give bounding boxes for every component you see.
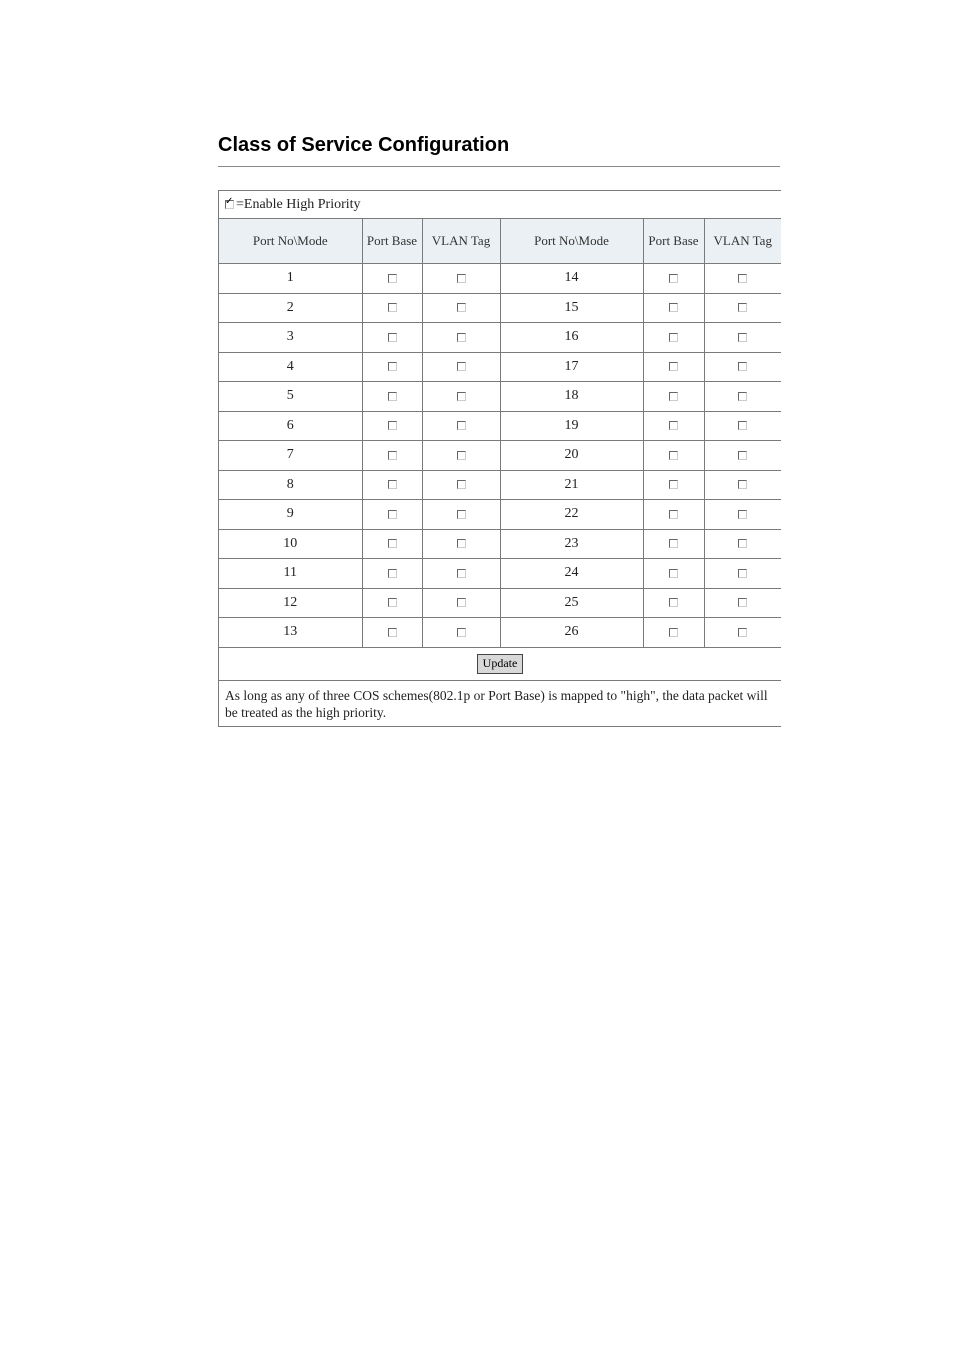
port-number: 20: [500, 441, 643, 471]
port-base-checkbox-cell: [362, 382, 422, 412]
vlan-tag-checkbox-cell: [704, 500, 781, 530]
port-base-checkbox-cell: [362, 264, 422, 294]
port-number: 9: [219, 500, 362, 530]
port-number: 4: [219, 352, 362, 382]
vlan-tag-checkbox-cell: [422, 293, 500, 323]
vlan-tag-checkbox[interactable]: [457, 569, 466, 578]
table-row: [219, 588, 781, 618]
port-number: 3: [219, 323, 362, 353]
vlan-tag-checkbox-cell: [704, 411, 781, 441]
vlan-tag-checkbox[interactable]: [457, 421, 466, 430]
vlan-tag-checkbox-cell: [422, 323, 500, 353]
port-base-checkbox-cell: [362, 559, 422, 589]
vlan-tag-checkbox-cell: [422, 382, 500, 412]
port-number: 13: [219, 618, 362, 648]
vlan-tag-checkbox-cell: [704, 559, 781, 589]
table-row: [219, 618, 781, 648]
table-header-row: [219, 219, 781, 264]
vlan-tag-checkbox[interactable]: [457, 451, 466, 460]
vlan-tag-checkbox-cell: [422, 441, 500, 471]
table-body: [219, 264, 781, 648]
port-base-checkbox[interactable]: [388, 421, 397, 430]
port-base-checkbox[interactable]: [669, 451, 678, 460]
table-row: [219, 323, 781, 353]
update-row: [219, 648, 781, 681]
port-base-checkbox[interactable]: [669, 598, 678, 607]
port-number: 10: [219, 529, 362, 559]
port-base-checkbox-cell: [643, 559, 704, 589]
port-base-checkbox-cell: [362, 323, 422, 353]
legend-checkbox-icon: [225, 200, 234, 209]
port-base-checkbox[interactable]: [669, 274, 678, 283]
vlan-tag-checkbox-cell: [704, 588, 781, 618]
title-divider: [218, 166, 780, 167]
port-base-checkbox[interactable]: [669, 333, 678, 342]
legend-text: =Enable High Priority: [236, 196, 361, 212]
port-number: 1: [219, 264, 362, 294]
vlan-tag-checkbox-cell: [422, 559, 500, 589]
cos-table: [219, 219, 781, 648]
vlan-tag-checkbox-cell: [704, 323, 781, 353]
header-port-no-mode: Port No\Mode: [219, 219, 362, 264]
header-port-base: Port Base: [362, 219, 422, 264]
port-number: 16: [500, 323, 643, 353]
port-base-checkbox[interactable]: [669, 569, 678, 578]
port-base-checkbox[interactable]: [669, 392, 678, 401]
table-row: [219, 529, 781, 559]
vlan-tag-checkbox[interactable]: [738, 480, 747, 489]
vlan-tag-checkbox[interactable]: [738, 598, 747, 607]
vlan-tag-checkbox[interactable]: [738, 569, 747, 578]
legend: [219, 191, 781, 219]
port-base-checkbox-cell: [362, 470, 422, 500]
port-number: 21: [500, 470, 643, 500]
vlan-tag-checkbox[interactable]: [738, 362, 747, 371]
port-number: 17: [500, 352, 643, 382]
port-base-checkbox[interactable]: [388, 451, 397, 460]
vlan-tag-checkbox-cell: [422, 618, 500, 648]
vlan-tag-checkbox-cell: [422, 352, 500, 382]
vlan-tag-checkbox-cell: [704, 441, 781, 471]
port-number: 8: [219, 470, 362, 500]
port-base-checkbox-cell: [362, 500, 422, 530]
vlan-tag-checkbox[interactable]: [457, 628, 466, 637]
port-base-checkbox-cell: [643, 382, 704, 412]
vlan-tag-checkbox-cell: [704, 293, 781, 323]
port-number: 11: [219, 559, 362, 589]
vlan-tag-checkbox[interactable]: [457, 333, 466, 342]
update-button[interactable]: Update: [477, 654, 524, 674]
vlan-tag-checkbox[interactable]: [457, 539, 466, 548]
port-number: 5: [219, 382, 362, 412]
port-number: 6: [219, 411, 362, 441]
port-base-checkbox-cell: [362, 411, 422, 441]
port-number: 12: [219, 588, 362, 618]
page-title: Class of Service Configuration: [218, 134, 510, 156]
vlan-tag-checkbox-cell: [422, 470, 500, 500]
port-base-checkbox[interactable]: [669, 362, 678, 371]
port-base-checkbox-cell: [643, 500, 704, 530]
port-base-checkbox-cell: [643, 323, 704, 353]
vlan-tag-checkbox[interactable]: [738, 539, 747, 548]
port-base-checkbox[interactable]: [388, 628, 397, 637]
vlan-tag-checkbox[interactable]: [457, 598, 466, 607]
port-base-checkbox[interactable]: [669, 303, 678, 312]
table-row: [219, 500, 781, 530]
table-row: [219, 352, 781, 382]
port-base-checkbox[interactable]: [388, 569, 397, 578]
port-base-checkbox-cell: [643, 352, 704, 382]
port-number: 7: [219, 441, 362, 471]
vlan-tag-checkbox[interactable]: [457, 480, 466, 489]
table-row: [219, 411, 781, 441]
vlan-tag-checkbox[interactable]: [457, 303, 466, 312]
port-base-checkbox-cell: [643, 618, 704, 648]
port-base-checkbox-cell: [362, 352, 422, 382]
vlan-tag-checkbox[interactable]: [738, 333, 747, 342]
vlan-tag-checkbox[interactable]: [738, 628, 747, 637]
port-number: 26: [500, 618, 643, 648]
port-base-checkbox[interactable]: [388, 510, 397, 519]
table-row: [219, 293, 781, 323]
port-base-checkbox[interactable]: [669, 421, 678, 430]
vlan-tag-checkbox-cell: [704, 618, 781, 648]
port-base-checkbox-cell: [643, 293, 704, 323]
vlan-tag-checkbox[interactable]: [738, 274, 747, 283]
port-base-checkbox[interactable]: [388, 303, 397, 312]
port-base-checkbox-cell: [362, 293, 422, 323]
header-port-base: Port Base: [643, 219, 704, 264]
port-base-checkbox-cell: [362, 529, 422, 559]
port-base-checkbox-cell: [362, 588, 422, 618]
port-number: 18: [500, 382, 643, 412]
vlan-tag-checkbox[interactable]: [738, 392, 747, 401]
port-base-checkbox[interactable]: [388, 362, 397, 371]
port-base-checkbox[interactable]: [388, 480, 397, 489]
port-base-checkbox[interactable]: [669, 510, 678, 519]
port-base-checkbox[interactable]: [669, 480, 678, 489]
header-port-no-mode: Port No\Mode: [500, 219, 643, 264]
vlan-tag-checkbox-cell: [704, 529, 781, 559]
port-number: 19: [500, 411, 643, 441]
table-row: [219, 559, 781, 589]
port-base-checkbox-cell: [643, 470, 704, 500]
vlan-tag-checkbox[interactable]: [738, 303, 747, 312]
vlan-tag-checkbox[interactable]: [457, 392, 466, 401]
table-row: [219, 264, 781, 294]
vlan-tag-checkbox[interactable]: [457, 362, 466, 371]
port-number: 15: [500, 293, 643, 323]
port-base-checkbox-cell: [643, 441, 704, 471]
port-number: 14: [500, 264, 643, 294]
vlan-tag-checkbox-cell: [422, 500, 500, 530]
port-number: 24: [500, 559, 643, 589]
port-number: 25: [500, 588, 643, 618]
port-number: 22: [500, 500, 643, 530]
vlan-tag-checkbox[interactable]: [738, 451, 747, 460]
port-base-checkbox-cell: [643, 264, 704, 294]
port-base-checkbox[interactable]: [388, 333, 397, 342]
port-base-checkbox[interactable]: [388, 392, 397, 401]
vlan-tag-checkbox-cell: [422, 588, 500, 618]
vlan-tag-checkbox-cell: [422, 411, 500, 441]
header-vlan-tag: VLAN Tag: [422, 219, 500, 264]
port-number: 23: [500, 529, 643, 559]
port-base-checkbox[interactable]: [388, 274, 397, 283]
table-row: [219, 441, 781, 471]
port-base-checkbox-cell: [643, 588, 704, 618]
port-number: 2: [219, 293, 362, 323]
vlan-tag-checkbox-cell: [704, 382, 781, 412]
vlan-tag-checkbox-cell: [704, 470, 781, 500]
vlan-tag-checkbox-cell: [704, 264, 781, 294]
vlan-tag-checkbox[interactable]: [457, 510, 466, 519]
port-base-checkbox-cell: [643, 411, 704, 441]
table-row: [219, 382, 781, 412]
vlan-tag-checkbox[interactable]: [457, 274, 466, 283]
port-base-checkbox-cell: [362, 441, 422, 471]
vlan-tag-checkbox-cell: [422, 529, 500, 559]
port-base-checkbox[interactable]: [388, 539, 397, 548]
port-base-checkbox-cell: [643, 529, 704, 559]
port-base-checkbox[interactable]: [669, 539, 678, 548]
vlan-tag-checkbox[interactable]: [738, 421, 747, 430]
vlan-tag-checkbox-cell: [704, 352, 781, 382]
cos-panel: [218, 190, 781, 727]
priority-note: As long as any of three COS schemes(802.1p or Port Base) is mapped to "high", the data packet will be treated as the high priority.: [219, 681, 781, 727]
port-base-checkbox[interactable]: [669, 628, 678, 637]
header-vlan-tag: VLAN Tag: [704, 219, 781, 264]
vlan-tag-checkbox[interactable]: [738, 510, 747, 519]
port-base-checkbox[interactable]: [388, 598, 397, 607]
table-row: [219, 470, 781, 500]
vlan-tag-checkbox-cell: [422, 264, 500, 294]
port-base-checkbox-cell: [362, 618, 422, 648]
